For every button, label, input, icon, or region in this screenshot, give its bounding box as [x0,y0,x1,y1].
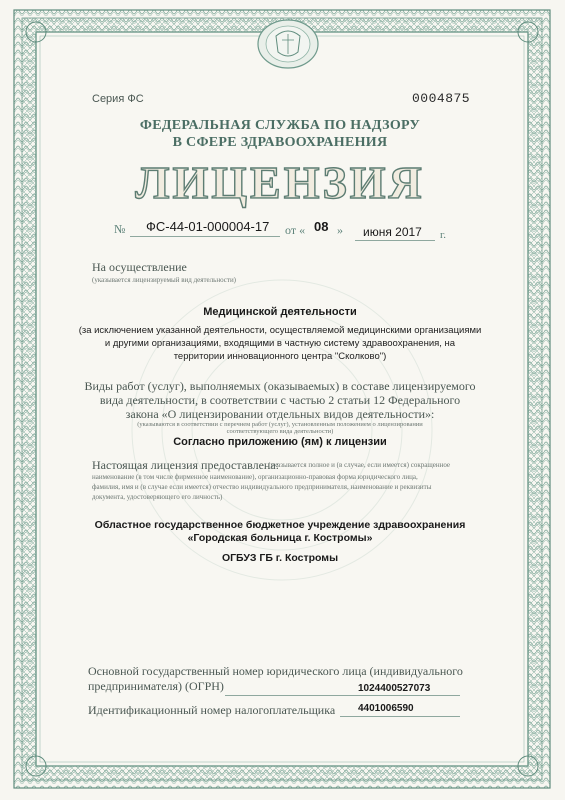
licensee-hint-3: фамилия, имя и (в случае если имеется) отчество индивидуального предпринимателя, наименование и реквизиты [92,483,432,491]
licensee-hint-4: документа, удостоверяющего его личность) [92,493,223,501]
license-number: ФС-44-01-000004-17 [146,219,270,234]
license-date-underline [355,240,435,241]
blank-number: 0004875 [412,91,471,106]
activity-label: На осуществление [92,260,187,274]
year-suffix: г. [440,229,447,241]
number-sign: № [114,222,126,236]
works-line-3: закона «О лицензировании отдельных видов деятельности»: [125,407,435,421]
issuer-line-1: ФЕДЕРАЛЬНАЯ СЛУЖБА ПО НАДЗОРУ [139,118,421,133]
inn-value: 4401006590 [358,703,414,714]
license-day: 08 [314,219,329,234]
issuer-line-2: В СФЕРЕ ЗДРАВООХРАНЕНИЯ [172,135,388,150]
ogrn-value: 1024400527073 [358,683,431,694]
activity-exclusion-line-2: и другими организациями, входящими в частную систему здравоохранения, на [104,338,456,349]
works-value: Согласно приложению (ям) к лицензии [173,436,387,448]
licensee-name-line-1: Областное государственное бюджетное учреждение здравоохранения [94,519,466,531]
date-close-quote: » [337,223,343,237]
activity-exclusion-line-1: (за исключением указанной деятельности, осуществляемой медицинскими организациями [78,325,482,336]
activity-hint: (указывается лицензируемый вид деятельности) [92,276,237,284]
russian-coat-of-arms-icon [258,20,318,68]
licensee-hint-inline: (указывается полное и (в случае, если имеется) сокращенное [268,461,451,469]
works-hint-1: (указываются в соответствии с перечнем работ (услуг), установленным положением о лицензировании [137,421,423,428]
ogrn-underline [225,695,460,696]
activity-exclusion-line-3: территории инновационного центра "Сколково") [173,351,387,362]
series-label: Серия ФС [92,93,144,105]
works-line-2: вида деятельности, в соответствии с частью 2 статьи 12 Федерального [99,393,461,407]
document-title: ЛИЦЕНЗИЯ [135,157,425,208]
inn-underline [340,716,460,717]
activity-name: Медицинской деятельности [203,306,357,318]
license-number-underline [130,236,280,237]
ogrn-label-line-1: Основной государственный номер юридического лица (индивидуального [88,664,463,678]
works-hint-2: соответствующего вида деятельности) [226,428,334,435]
date-from-label: от « [285,223,306,237]
license-month-year: июня 2017 [363,225,422,239]
licensee-label: Настоящая лицензия предоставлена: [92,458,279,472]
licensee-short-name: ОГБУЗ ГБ г. Костромы [221,552,339,564]
works-line-1: Виды работ (услуг), выполняемых (оказываемых) в составе лицензируемого [84,379,476,393]
licensee-name-line-2: «Городская больница г. Костромы» [187,532,373,544]
licensee-hint-2: наименование (в том числе фирменное наименование), организационно-правовая форма юридического лица, [92,473,418,481]
inn-label: Идентификационный номер налогоплательщика [88,703,336,717]
ogrn-label-line-2: предпринимателя) (ОГРН) [88,679,224,693]
